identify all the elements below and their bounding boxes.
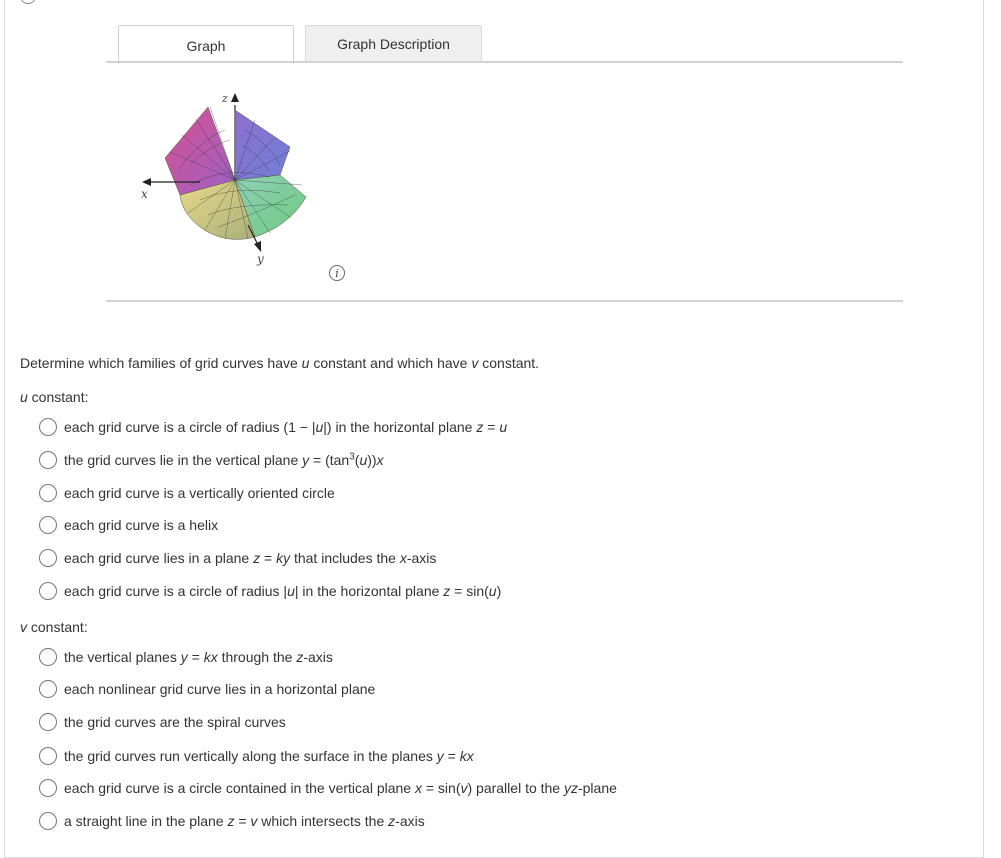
tab-graph-description[interactable]	[305, 25, 482, 61]
u-option-1[interactable]	[39, 416, 507, 438]
v-option-2-radio[interactable]	[39, 680, 57, 698]
u-option-6[interactable]	[39, 580, 501, 602]
tab-graph[interactable]	[118, 25, 294, 64]
v-option-1-radio[interactable]	[39, 648, 57, 666]
u-option-5-text: each grid curve lies in a plane z = ky that includes the x-axis	[64, 550, 437, 566]
v-option-4-radio[interactable]	[39, 747, 57, 765]
v-option-6-text: a straight line in the plane z = v which intersects the z-axis	[64, 813, 425, 829]
v-option-1-text: the vertical planes y = kx through the z-axis	[64, 649, 333, 665]
u-option-6-radio[interactable]	[39, 582, 57, 600]
u-option-1-text: each grid curve is a circle of radius (1 − |u|) in the horizontal plane z = u	[64, 419, 508, 435]
x-axis-arrow	[142, 178, 151, 186]
y-axis-label: y	[257, 252, 264, 266]
u-option-3[interactable]	[39, 482, 335, 504]
u-option-1-radio[interactable]	[39, 418, 57, 436]
u-option-5[interactable]	[39, 547, 436, 569]
info-icon[interactable]	[329, 265, 345, 281]
u-option-2-radio[interactable]	[39, 451, 57, 469]
z-axis-arrow	[231, 93, 239, 102]
u-constant-label: u constant:	[20, 389, 89, 405]
v-option-3-radio[interactable]	[39, 713, 57, 731]
question-text: Determine which families of grid curves have u constant and which have v constant.	[20, 355, 540, 371]
v-option-2[interactable]	[39, 678, 375, 700]
v-option-5[interactable]	[39, 777, 617, 799]
tab-panel-bottom-border	[106, 300, 903, 302]
v-constant-label: v constant:	[20, 619, 88, 635]
v-option-6[interactable]	[39, 810, 425, 832]
u-option-5-radio[interactable]	[39, 549, 57, 567]
x-axis-label: x	[141, 187, 148, 201]
u-option-3-radio[interactable]	[39, 484, 57, 502]
v-option-5-radio[interactable]	[39, 779, 57, 797]
v-option-2-text: each nonlinear grid curve lies in a horizontal plane	[64, 681, 376, 697]
v-option-1[interactable]	[39, 646, 333, 668]
u-option-4-radio[interactable]	[39, 516, 57, 534]
v-option-3-text: the grid curves are the spiral curves	[64, 714, 286, 730]
u-option-3-text: each grid curve is a vertically oriented circle	[64, 485, 335, 501]
v-option-4-text: the grid curves run vertically along the surface in the planes y = kx	[64, 748, 474, 764]
v-option-4[interactable]	[39, 745, 474, 767]
u-option-2[interactable]	[39, 449, 384, 471]
v-option-3[interactable]	[39, 711, 286, 733]
u-option-4[interactable]	[39, 514, 218, 536]
tab-panel-top-border	[106, 61, 903, 63]
info-icon-glyph: i	[335, 266, 339, 280]
y-axis-arrow	[254, 241, 261, 252]
u-option-6-text: each grid curve is a circle of radius |u| in the horizontal plane z = sin(u)	[64, 583, 502, 599]
z-axis-label: z	[222, 92, 228, 105]
v-option-5-text: each grid curve is a circle contained in the vertical plane x = sin(v) parallel to the yz-plane	[64, 780, 617, 796]
v-option-6-radio[interactable]	[39, 812, 57, 830]
tab-graph-label: Graph	[186, 38, 226, 54]
surface-graph	[130, 85, 320, 270]
u-option-4-text: each grid curve is a helix	[64, 517, 219, 533]
tab-graph-description-label: Graph Description	[337, 35, 450, 52]
u-option-2-text: the grid curves lie in the vertical plane $y = (\tan^3(u))x$	[64, 451, 384, 468]
surface-purple-sheet	[235, 110, 290, 180]
